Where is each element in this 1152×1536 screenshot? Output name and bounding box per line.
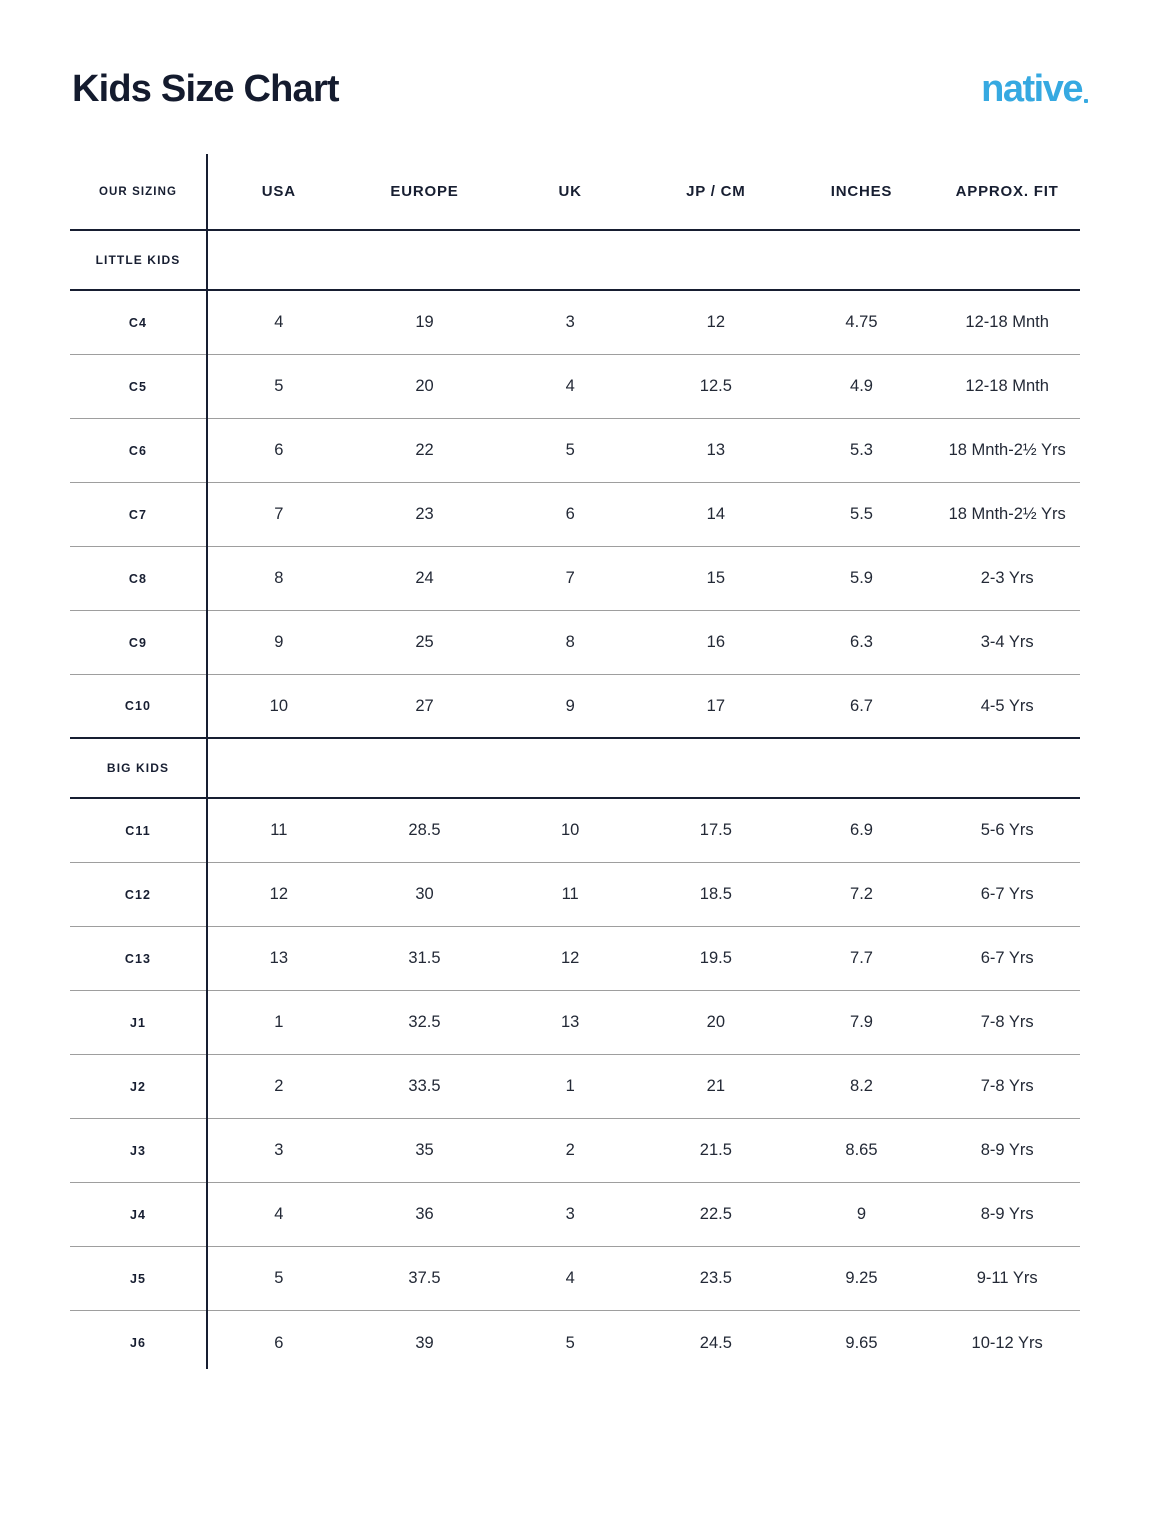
cell-usa: 7 bbox=[274, 505, 284, 523]
row-label: C12 bbox=[124, 887, 152, 902]
cell-approx-fit: 18 Mnth-2½ Yrs bbox=[948, 441, 1066, 459]
cell-uk: 9 bbox=[565, 696, 575, 715]
cell-usa: 6 bbox=[274, 441, 284, 459]
cell-inches: 7.7 bbox=[850, 949, 873, 967]
cell-jp-cm: 19.5 bbox=[699, 949, 732, 967]
cell-inches: 5.5 bbox=[850, 505, 873, 523]
cell-inches: 7.9 bbox=[850, 1013, 873, 1031]
cell-inches: 8.65 bbox=[845, 1141, 878, 1159]
cell-approx-fit: 9-11 Yrs bbox=[976, 1269, 1038, 1287]
cell-europe: 28.5 bbox=[408, 821, 441, 839]
cell-jp-cm: 13 bbox=[706, 441, 725, 459]
table-row bbox=[70, 927, 1080, 991]
column-header-usa: USA bbox=[261, 183, 296, 200]
native-logo bbox=[981, 68, 1088, 110]
row-label: J2 bbox=[129, 1079, 147, 1094]
cell-usa: 11 bbox=[270, 821, 288, 839]
cell-usa: 13 bbox=[269, 949, 288, 967]
row-label: J4 bbox=[129, 1207, 147, 1222]
cell-usa: 6 bbox=[274, 1333, 284, 1352]
row-label: C4 bbox=[128, 315, 148, 330]
cell-jp-cm: 16 bbox=[706, 633, 725, 651]
table-row bbox=[70, 1311, 1080, 1375]
cell-inches: 4.75 bbox=[845, 313, 878, 331]
cell-usa: 1 bbox=[274, 1013, 284, 1031]
cell-inches: 5.3 bbox=[850, 441, 873, 459]
column-header-approx-fit: APPROX. FIT bbox=[955, 183, 1059, 200]
cell-uk: 3 bbox=[565, 313, 575, 331]
column-divider-line bbox=[206, 154, 208, 1369]
cell-jp-cm: 24.5 bbox=[699, 1333, 732, 1352]
row-label: J6 bbox=[129, 1336, 147, 1350]
cell-inches: 9.65 bbox=[845, 1333, 878, 1352]
table-row bbox=[70, 1055, 1080, 1119]
cell-uk: 11 bbox=[561, 885, 579, 903]
cell-approx-fit: 2-3 Yrs bbox=[980, 569, 1034, 587]
cell-approx-fit: 3-4 Yrs bbox=[980, 633, 1034, 651]
table-row bbox=[70, 1247, 1080, 1311]
cell-uk: 1 bbox=[565, 1077, 575, 1095]
cell-approx-fit: 18 Mnth-2½ Yrs bbox=[948, 505, 1066, 523]
section-label: LITTLE KIDS bbox=[95, 253, 181, 267]
cell-uk: 2 bbox=[565, 1141, 575, 1159]
cell-uk: 5 bbox=[565, 441, 575, 459]
cell-uk: 10 bbox=[560, 821, 580, 839]
table-row bbox=[70, 611, 1080, 675]
cell-usa: 4 bbox=[274, 313, 284, 331]
cell-uk: 6 bbox=[565, 505, 575, 523]
kids-size-chart-table bbox=[70, 154, 1080, 1375]
table-row bbox=[70, 355, 1080, 419]
cell-jp-cm: 21 bbox=[706, 1077, 725, 1095]
cell-europe: 27 bbox=[415, 696, 434, 715]
cell-europe: 37.5 bbox=[408, 1269, 441, 1287]
cell-approx-fit: 6-7 Yrs bbox=[980, 949, 1034, 967]
row-label: J1 bbox=[129, 1015, 147, 1030]
table-header-row bbox=[70, 154, 1080, 231]
column-header-jp-cm: JP / CM bbox=[686, 183, 746, 200]
cell-uk: 12 bbox=[560, 949, 580, 967]
row-label: C8 bbox=[128, 571, 148, 586]
cell-approx-fit: 6-7 Yrs bbox=[980, 885, 1034, 903]
cell-uk: 13 bbox=[560, 1013, 580, 1031]
cell-jp-cm: 17.5 bbox=[699, 821, 732, 839]
cell-usa: 2 bbox=[274, 1077, 284, 1095]
size-table-body bbox=[70, 231, 1080, 1375]
cell-usa: 9 bbox=[274, 633, 284, 651]
table-row bbox=[70, 799, 1080, 863]
cell-uk: 7 bbox=[565, 569, 575, 587]
section-header-row bbox=[70, 231, 1080, 291]
row-label: C11 bbox=[125, 823, 151, 838]
cell-jp-cm: 21.5 bbox=[699, 1141, 732, 1159]
table-row bbox=[70, 547, 1080, 611]
cell-approx-fit: 10-12 Yrs bbox=[971, 1333, 1043, 1352]
cell-uk: 4 bbox=[565, 1269, 575, 1287]
cell-approx-fit: 8-9 Yrs bbox=[980, 1205, 1034, 1223]
table-row bbox=[70, 863, 1080, 927]
cell-inches: 6.7 bbox=[850, 696, 873, 715]
cell-jp-cm: 14 bbox=[706, 505, 725, 523]
cell-jp-cm: 18.5 bbox=[699, 885, 732, 903]
trademark-mark bbox=[1084, 99, 1088, 103]
cell-usa: 3 bbox=[274, 1141, 284, 1159]
row-label: C9 bbox=[128, 635, 148, 650]
cell-europe: 23 bbox=[415, 505, 434, 523]
native-logo-text: native bbox=[981, 68, 1082, 110]
cell-uk: 8 bbox=[565, 633, 575, 651]
cell-europe: 20 bbox=[415, 377, 434, 395]
row-label: C7 bbox=[128, 507, 148, 522]
cell-europe: 36 bbox=[415, 1205, 434, 1223]
table-row bbox=[70, 291, 1080, 355]
cell-approx-fit: 5-6 Yrs bbox=[980, 821, 1034, 839]
cell-jp-cm: 12 bbox=[706, 313, 725, 331]
cell-europe: 33.5 bbox=[408, 1077, 441, 1095]
cell-europe: 30 bbox=[415, 885, 434, 903]
table-row bbox=[70, 483, 1080, 547]
cell-jp-cm: 23.5 bbox=[699, 1269, 732, 1287]
cell-inches: 9.25 bbox=[845, 1269, 878, 1287]
cell-inches: 6.9 bbox=[850, 821, 873, 839]
cell-inches: 5.9 bbox=[850, 569, 873, 587]
cell-approx-fit: 4-5 Yrs bbox=[980, 696, 1034, 715]
cell-usa: 12 bbox=[269, 885, 288, 903]
cell-europe: 24 bbox=[415, 569, 434, 587]
cell-usa: 8 bbox=[274, 569, 284, 587]
cell-jp-cm: 15 bbox=[706, 569, 725, 587]
cell-approx-fit: 7-8 Yrs bbox=[980, 1013, 1034, 1031]
column-header-europe: EUROPE bbox=[390, 183, 459, 200]
column-header-our-sizing: OUR SIZING bbox=[98, 185, 178, 198]
row-label: C5 bbox=[128, 379, 148, 394]
cell-jp-cm: 12.5 bbox=[699, 377, 732, 395]
cell-europe: 39 bbox=[415, 1333, 434, 1352]
row-label: C13 bbox=[124, 951, 152, 966]
row-label: J3 bbox=[129, 1143, 147, 1158]
cell-inches: 4.9 bbox=[850, 377, 873, 395]
cell-usa: 5 bbox=[274, 377, 284, 395]
cell-europe: 35 bbox=[415, 1141, 434, 1159]
section-label: BIG KIDS bbox=[106, 761, 170, 775]
column-header-inches: INCHES bbox=[830, 183, 893, 200]
cell-approx-fit: 7-8 Yrs bbox=[980, 1077, 1034, 1095]
row-label: C10 bbox=[124, 699, 152, 713]
cell-approx-fit: 12-18 Mnth bbox=[965, 313, 1049, 331]
table-row bbox=[70, 1119, 1080, 1183]
cell-jp-cm: 17 bbox=[706, 696, 725, 715]
cell-approx-fit: 8-9 Yrs bbox=[980, 1141, 1034, 1159]
cell-uk: 3 bbox=[565, 1205, 575, 1223]
cell-usa: 5 bbox=[274, 1269, 284, 1287]
cell-europe: 32.5 bbox=[408, 1013, 441, 1031]
cell-usa: 10 bbox=[269, 696, 288, 715]
cell-jp-cm: 22.5 bbox=[699, 1205, 732, 1223]
cell-europe: 31.5 bbox=[408, 949, 441, 967]
page-title: Kids Size Chart bbox=[72, 68, 339, 110]
row-label: J5 bbox=[129, 1271, 147, 1286]
cell-europe: 22 bbox=[415, 441, 434, 459]
cell-uk: 5 bbox=[565, 1333, 575, 1352]
cell-inches: 6.3 bbox=[850, 633, 873, 651]
cell-inches: 7.2 bbox=[850, 885, 873, 903]
page-header bbox=[72, 70, 1088, 110]
cell-inches: 9 bbox=[856, 1205, 867, 1223]
cell-inches: 8.2 bbox=[850, 1077, 873, 1095]
table-row bbox=[70, 991, 1080, 1055]
table-row bbox=[70, 675, 1080, 739]
cell-uk: 4 bbox=[565, 377, 575, 395]
cell-jp-cm: 20 bbox=[706, 1013, 725, 1031]
section-header-row bbox=[70, 739, 1080, 799]
table-row bbox=[70, 1183, 1080, 1247]
cell-usa: 4 bbox=[274, 1205, 284, 1223]
table-row bbox=[70, 419, 1080, 483]
cell-europe: 19 bbox=[415, 313, 434, 331]
cell-approx-fit: 12-18 Mnth bbox=[965, 377, 1049, 395]
cell-europe: 25 bbox=[415, 633, 434, 651]
column-header-uk: UK bbox=[558, 183, 582, 200]
row-label: C6 bbox=[128, 443, 148, 458]
